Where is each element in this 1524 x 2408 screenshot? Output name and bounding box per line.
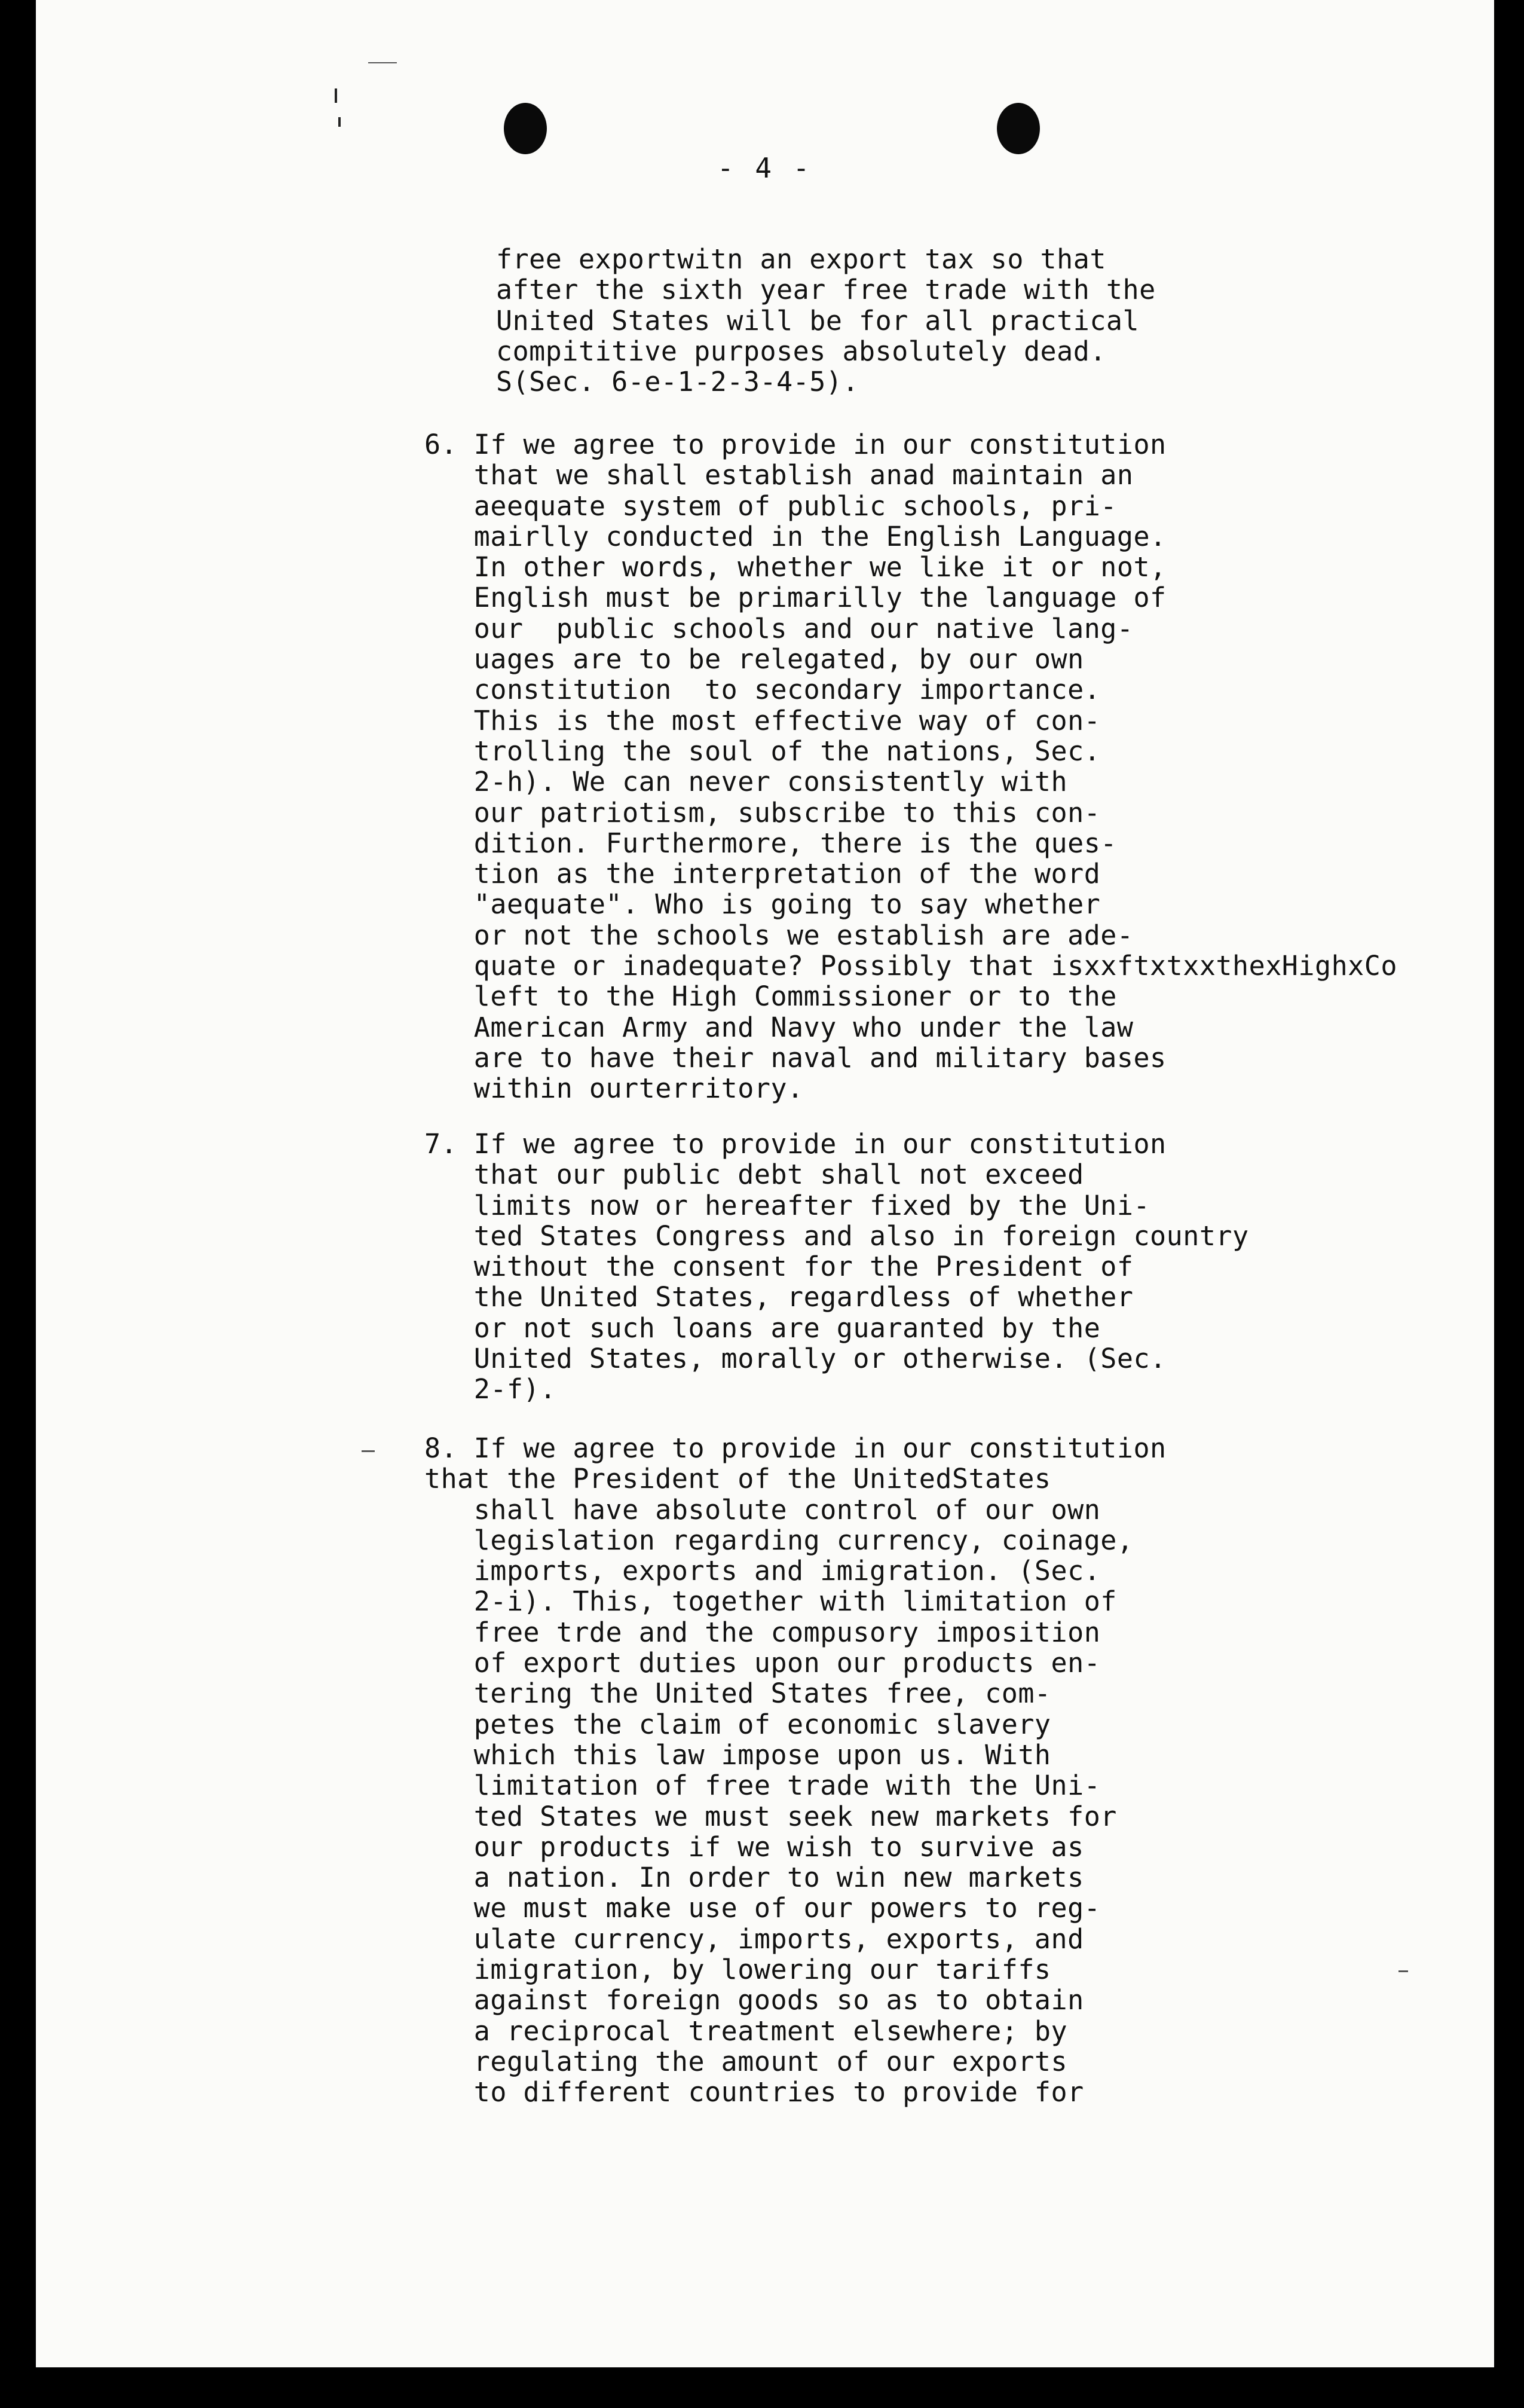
margin-mark	[335, 88, 337, 103]
margin-mark	[1398, 1970, 1408, 1972]
paragraph-6: 6. If we agree to provide in our constitution that we shall establish anad maintain an aeequate system of public schools, pri- mairlly conducted in the English Language. In other words, whether we like it or not, English must be primarilly the language of our public schools and our native lang- uages are to be relegated, by our own constitution to secondary importance. This is the most effective way of con- trolling the soul of the nations, Sec. 2-h). We can never consistently with our patriotism, subscribe to this con- dition. Furthermore, there is the ques- tion as the interpretation of the word "aequate". Who is going to say whether or not the schools we establish are ade- quate or inadequate? Possibly that isxxftxtxxthexHighxCo left to the High Commissioner or to the American Army and Navy who under the law are to have their naval and military bases within ourterritory.	[424, 429, 1397, 1105]
paragraph-7: 7. If we agree to provide in our constitution that our public debt shall not exceed limits now or hereafter fixed by the Uni- ted States Congress and also in foreign country without the consent for the President of the United States, regardless of whether or not such loans are guaranted by the United States, morally or otherwise. (Sec. 2-f).	[424, 1128, 1249, 1405]
page-number: - 4 -	[717, 152, 812, 184]
margin-mark	[362, 1450, 375, 1452]
paragraph-8: 8. If we agree to provide in our constitution that the President of the UnitedStates shall have absolute control of our own legislation regarding currency, coinage, imports, exports and imigration. (Sec. 2-i). This, together with limitation of free trde and the compusory imposition of export duties upon our products en- tering the United States free, com- petes the claim of economic slavery which this law impose upon us. With limitation of free trade with the Uni- ted States we must seek new markets for our products if we wish to survive as a nation. In order to win new markets we must make use of our powers to reg- ulate currency, imports, exports, and imigration, by lowering our tariffs against foreign goods so as to obtain a reciprocal treatment elsewhere; by regulating the amount of our exports to different countries to provide for	[424, 1432, 1167, 2108]
punch-hole-right	[997, 103, 1040, 154]
margin-mark	[368, 62, 397, 63]
margin-mark	[338, 117, 341, 127]
punch-hole-left	[504, 103, 547, 154]
continuation-paragraph: free exportwitn an export tax so that after the sixth year free trade with the United States will be for all practical compititive purposes absolutely dead. S(Sec. 6-e-1-2-3-4-5).	[496, 243, 1156, 398]
